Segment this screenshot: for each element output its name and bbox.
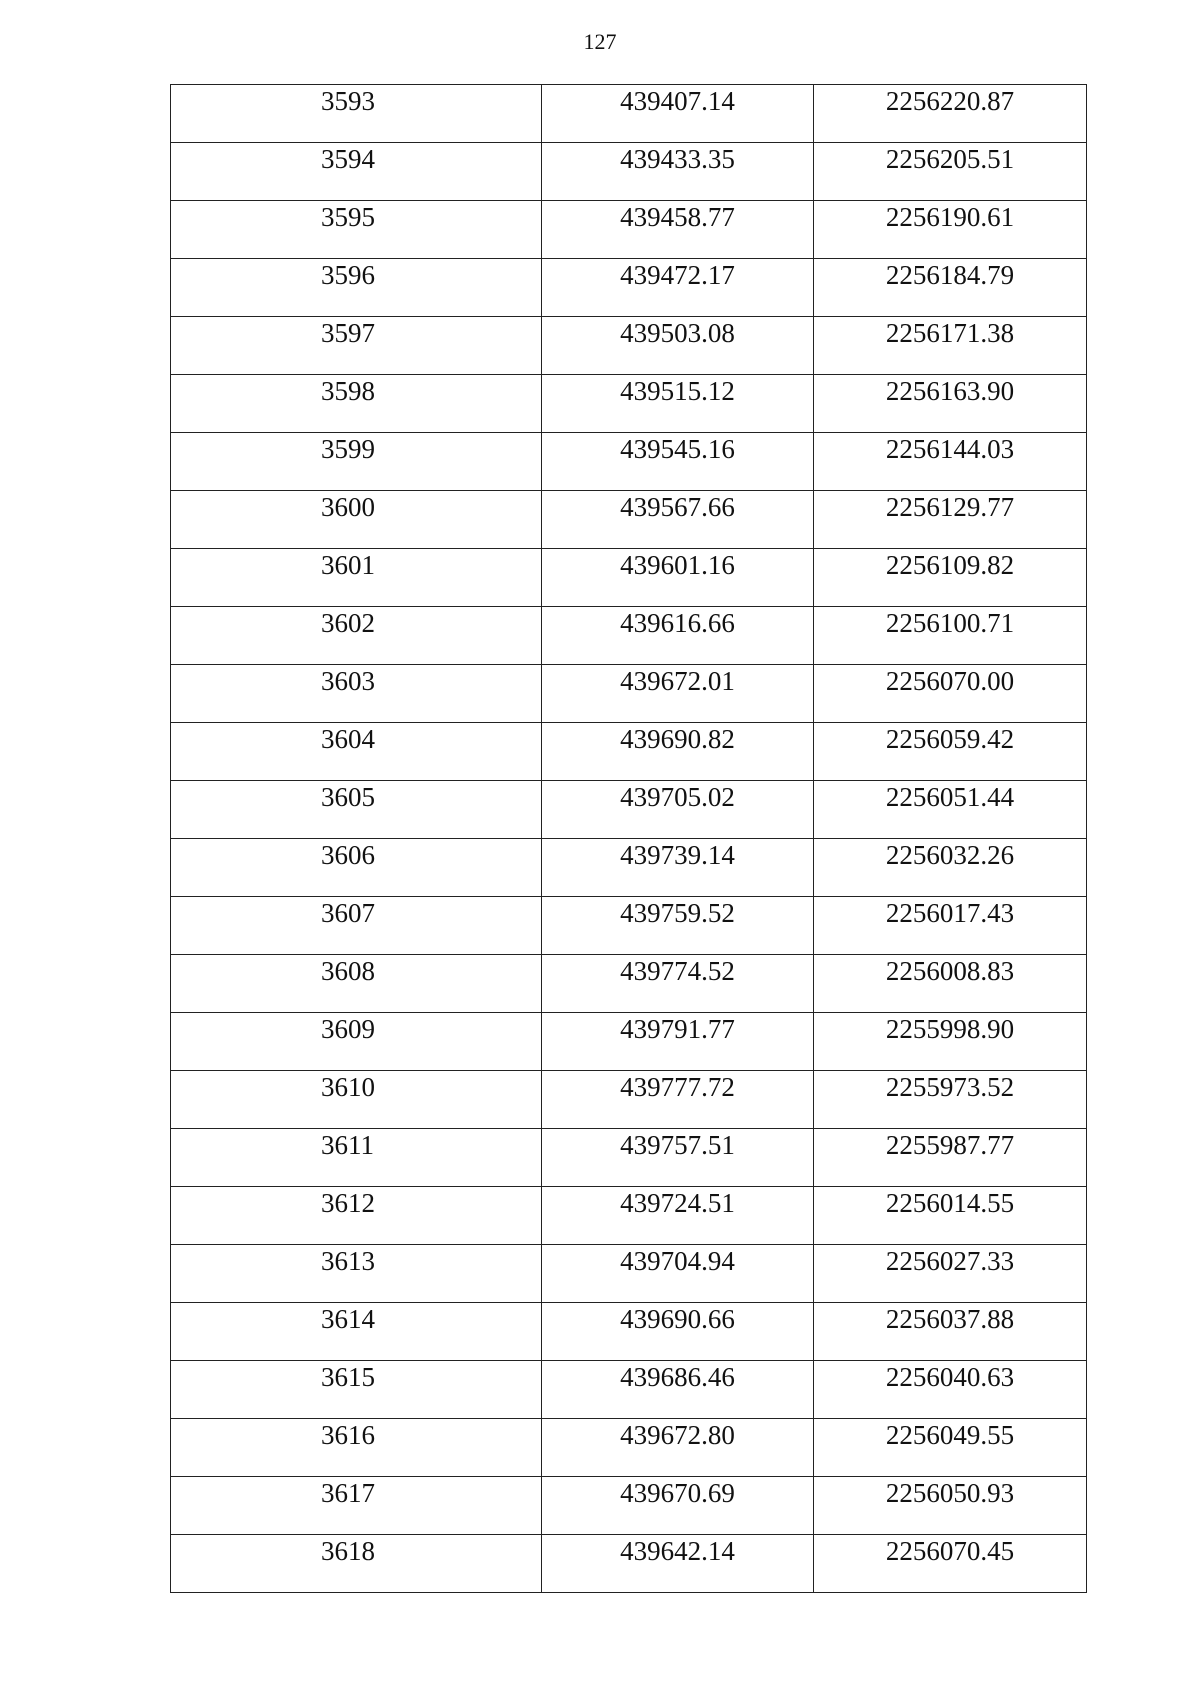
point-id-cell: 3606 [171,839,542,897]
point-id-cell: 3596 [171,259,542,317]
coordinates-table [170,84,1087,1593]
table-row [171,1187,1087,1245]
y-coordinate-cell: 2256100.71 [814,607,1087,665]
x-coordinate-cell: 439407.14 [542,85,814,143]
point-id-cell: 3608 [171,955,542,1013]
table-row [171,1477,1087,1535]
point-id-cell: 3605 [171,781,542,839]
x-coordinate-cell: 439672.80 [542,1419,814,1477]
y-coordinate-cell: 2256040.63 [814,1361,1087,1419]
table-row [171,1303,1087,1361]
x-coordinate-cell: 439672.01 [542,665,814,723]
table-row [171,897,1087,955]
x-coordinate-cell: 439704.94 [542,1245,814,1303]
table-row [171,433,1087,491]
point-id-cell: 3618 [171,1535,542,1593]
x-coordinate-cell: 439642.14 [542,1535,814,1593]
y-coordinate-cell: 2256050.93 [814,1477,1087,1535]
y-coordinate-cell: 2256129.77 [814,491,1087,549]
y-coordinate-cell: 2255998.90 [814,1013,1087,1071]
point-id-cell: 3604 [171,723,542,781]
point-id-cell: 3614 [171,1303,542,1361]
x-coordinate-cell: 439757.51 [542,1129,814,1187]
x-coordinate-cell: 439705.02 [542,781,814,839]
y-coordinate-cell: 2256144.03 [814,433,1087,491]
point-id-cell: 3615 [171,1361,542,1419]
y-coordinate-cell: 2256171.38 [814,317,1087,375]
x-coordinate-cell: 439670.69 [542,1477,814,1535]
y-coordinate-cell: 2255973.52 [814,1071,1087,1129]
y-coordinate-cell: 2256070.45 [814,1535,1087,1593]
point-id-cell: 3612 [171,1187,542,1245]
y-coordinate-cell: 2256017.43 [814,897,1087,955]
table-row [171,839,1087,897]
y-coordinate-cell: 2256070.00 [814,665,1087,723]
table-row [171,549,1087,607]
table-row [171,955,1087,1013]
y-coordinate-cell: 2256109.82 [814,549,1087,607]
point-id-cell: 3609 [171,1013,542,1071]
x-coordinate-cell: 439724.51 [542,1187,814,1245]
point-id-cell: 3617 [171,1477,542,1535]
point-id-cell: 3611 [171,1129,542,1187]
table-row [171,317,1087,375]
table-row [171,1535,1087,1593]
x-coordinate-cell: 439791.77 [542,1013,814,1071]
x-coordinate-cell: 439739.14 [542,839,814,897]
y-coordinate-cell: 2256163.90 [814,375,1087,433]
point-id-cell: 3600 [171,491,542,549]
y-coordinate-cell: 2256049.55 [814,1419,1087,1477]
point-id-cell: 3594 [171,143,542,201]
table-row [171,375,1087,433]
table-row [171,1361,1087,1419]
point-id-cell: 3599 [171,433,542,491]
y-coordinate-cell: 2256190.61 [814,201,1087,259]
x-coordinate-cell: 439433.35 [542,143,814,201]
y-coordinate-cell: 2256205.51 [814,143,1087,201]
x-coordinate-cell: 439774.52 [542,955,814,1013]
x-coordinate-cell: 439503.08 [542,317,814,375]
y-coordinate-cell: 2256032.26 [814,839,1087,897]
x-coordinate-cell: 439690.82 [542,723,814,781]
table-row [171,723,1087,781]
table-row [171,1013,1087,1071]
y-coordinate-cell: 2256037.88 [814,1303,1087,1361]
x-coordinate-cell: 439545.16 [542,433,814,491]
table-row [171,85,1087,143]
x-coordinate-cell: 439616.66 [542,607,814,665]
x-coordinate-cell: 439686.46 [542,1361,814,1419]
x-coordinate-cell: 439601.16 [542,549,814,607]
x-coordinate-cell: 439515.12 [542,375,814,433]
y-coordinate-cell: 2256184.79 [814,259,1087,317]
y-coordinate-cell: 2256220.87 [814,85,1087,143]
point-id-cell: 3602 [171,607,542,665]
point-id-cell: 3610 [171,1071,542,1129]
y-coordinate-cell: 2256014.55 [814,1187,1087,1245]
x-coordinate-cell: 439567.66 [542,491,814,549]
table-row [171,665,1087,723]
table-row [171,1419,1087,1477]
point-id-cell: 3595 [171,201,542,259]
y-coordinate-cell: 2256059.42 [814,723,1087,781]
table-row [171,607,1087,665]
table-row [171,781,1087,839]
y-coordinate-cell: 2256008.83 [814,955,1087,1013]
table-row [171,201,1087,259]
point-id-cell: 3598 [171,375,542,433]
table-row [171,259,1087,317]
y-coordinate-cell: 2256051.44 [814,781,1087,839]
x-coordinate-cell: 439759.52 [542,897,814,955]
table-row [171,491,1087,549]
point-id-cell: 3593 [171,85,542,143]
table-row [171,1245,1087,1303]
x-coordinate-cell: 439777.72 [542,1071,814,1129]
x-coordinate-cell: 439472.17 [542,259,814,317]
table-row [171,1071,1087,1129]
point-id-cell: 3601 [171,549,542,607]
point-id-cell: 3613 [171,1245,542,1303]
table-body [171,85,1087,1593]
page-number: 127 [583,29,617,54]
table-row [171,1129,1087,1187]
point-id-cell: 3607 [171,897,542,955]
y-coordinate-cell: 2256027.33 [814,1245,1087,1303]
point-id-cell: 3603 [171,665,542,723]
table-row [171,143,1087,201]
point-id-cell: 3616 [171,1419,542,1477]
x-coordinate-cell: 439458.77 [542,201,814,259]
y-coordinate-cell: 2255987.77 [814,1129,1087,1187]
point-id-cell: 3597 [171,317,542,375]
x-coordinate-cell: 439690.66 [542,1303,814,1361]
